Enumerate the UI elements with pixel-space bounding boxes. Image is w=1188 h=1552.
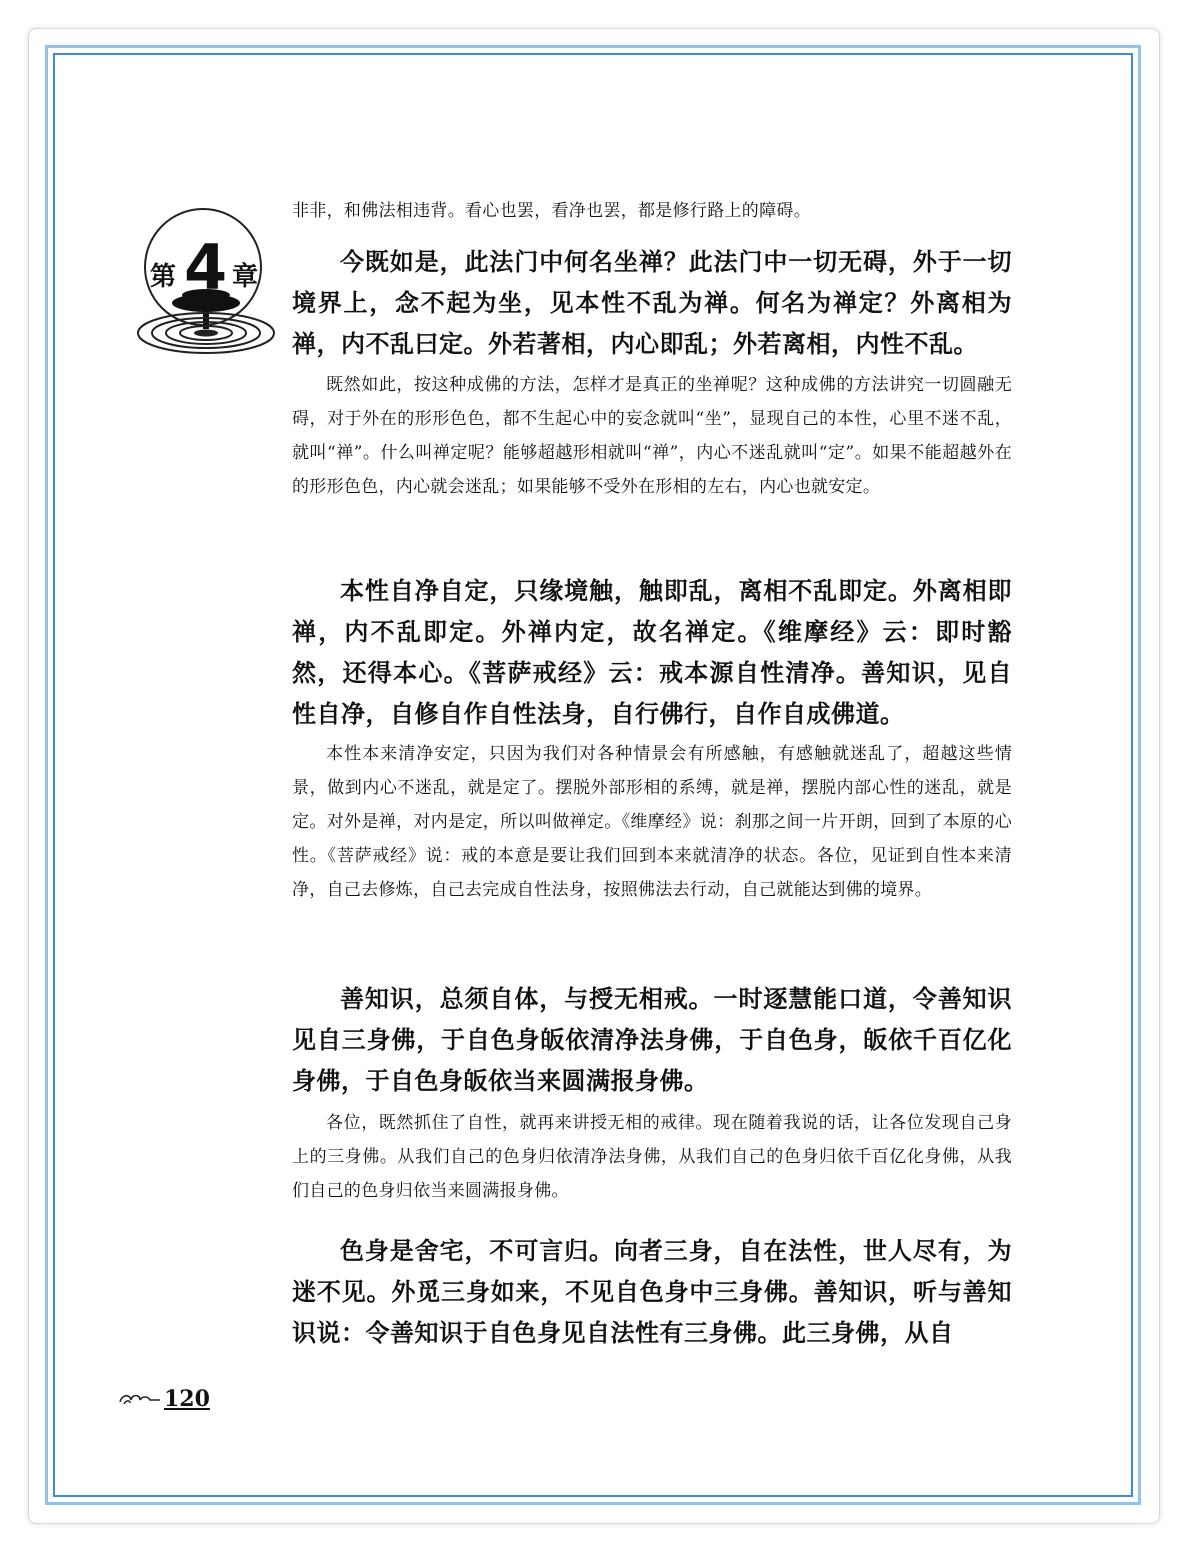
commentary-text: 本性本来清净安定，只因为我们对各种情景会有所感触，有感触就迷乱了，超越这些情景，做到内心不迷乱，就是定了。摆脱外部形相的系缚，就是禅，摆脱内部心性的迷乱，就是定。对外是禅，对内是定，所以叫做禅定。《维摩经》说：刹那之间一片开朗，回到了本原的心性。《菩萨戒经》说：戒的本意是要让我们回到本来就清净的状态。各位，见证到自性本来清净，自己去修炼，自己去完成自性法身，按照佛法去行动，自己就能达到佛的境界。 [292, 744, 1012, 900]
page-number: 120 [164, 1386, 210, 1412]
chapter-badge [128, 205, 278, 365]
paragraph-3 [292, 570, 1012, 734]
paragraph-5 [292, 978, 1012, 1101]
commentary-text: 各位，既然抓住了自性，就再来讲授无相的戒律。现在随着我说的话，让各位发现自己身上的三身佛。从我们自己的色身归依清净法身佛，从我们自己的色身归依千百亿化身佛，从我们自己的色身归依当来圆满报身佛。 [292, 1113, 1012, 1201]
page-footer [118, 1384, 218, 1414]
chapter-emblem-icon [128, 205, 278, 365]
paragraph-1 [292, 241, 1012, 364]
commentary-text: 既然如此，按这种成佛的方法，怎样才是真正的坐禅呢？这种成佛的方法讲究一切圆融无碍，对于外在的形形色色，都不生起心中的妄念就叫“坐”，显现自己的本性，心里不迷不乱，就叫“禅”。什么叫禅定呢？能够超越形相就叫“禅”，内心不迷乱就叫“定”。如果不能超越外在的形形色色，内心就会迷乱；如果能够不受外在形相的左右，内心也就安定。 [292, 375, 1012, 497]
chapter-number: 4 [184, 231, 228, 304]
classic-text: 今既如是，此法门中何名坐禅？此法门中一切无碍，外于一切境界上，念不起为坐，见本性不乱为禅。何名为禅定？外离相为禅，内不乱曰定。外若著相，内心即乱；外若离相，内性不乱。 [292, 247, 1012, 358]
chapter-suffix: 章 [232, 262, 259, 292]
chapter-prefix: 第 [150, 262, 177, 292]
paragraph-2 [292, 368, 1012, 504]
classic-text: 本性自净自定，只缘境触，触即乱，离相不乱即定。外离相即禅，内不乱即定。外禅内定，故名禅定。《维摩经》云：即时豁然，还得本心。《菩萨戒经》云：戒本源自性清净。善知识，见自性自净，自修自作自性法身，自行佛行，自作自成佛道。 [292, 576, 1012, 728]
first-line: 非非，和佛法相违背。看心也罢，看净也罢，都是修行路上的障碍。 [292, 201, 811, 221]
first-line-block [292, 198, 1012, 224]
cloud-ornament-icon [118, 1390, 162, 1408]
paragraph-7 [292, 1230, 1012, 1353]
classic-text: 善知识，总须自体，与授无相戒。一时逐慧能口道，令善知识见自三身佛，于自色身皈依清净法身佛，于自色身，皈依千百亿化身佛，于自色身皈依当来圆满报身佛。 [292, 984, 1012, 1095]
paragraph-4 [292, 737, 1012, 907]
paragraph-6 [292, 1106, 1012, 1208]
classic-text: 色身是舍宅，不可言归。向者三身，自在法性，世人尽有，为迷不见。外觅三身如来，不见自色身中三身佛。善知识，听与善知识说：令善知识于自色身见自法性有三身佛。此三身佛，从自 [292, 1236, 1012, 1347]
